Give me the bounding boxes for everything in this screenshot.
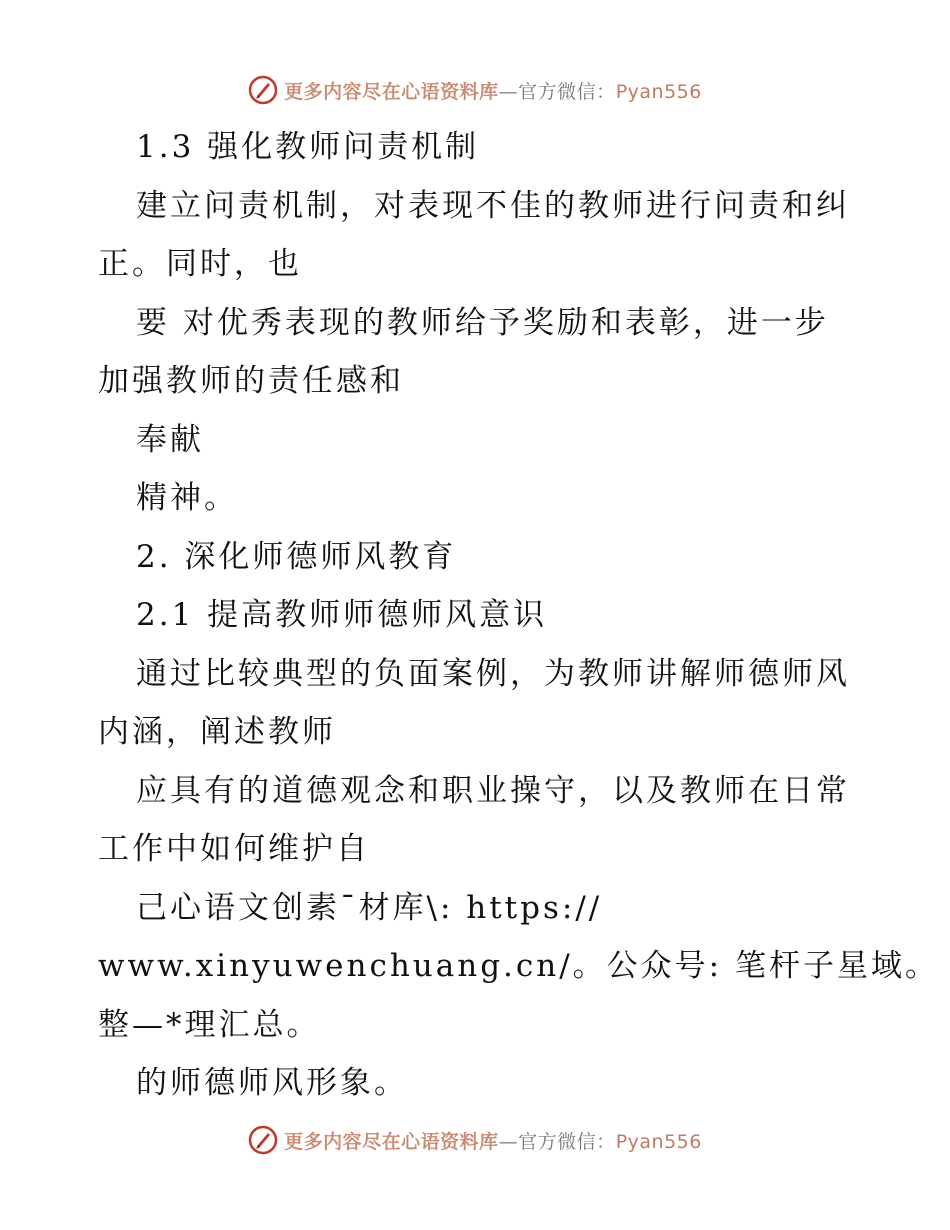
watermark-main-text: 更多内容尽在心语资料库 bbox=[284, 1130, 499, 1153]
paragraph-line: 奉献 bbox=[136, 421, 204, 458]
watermark-text bbox=[284, 1127, 702, 1154]
quill-pen-logo-icon bbox=[248, 1125, 278, 1155]
section-heading-1-3: 1.3 强化教师问责机制 bbox=[136, 129, 480, 165]
paragraph-line: 精神。 bbox=[136, 480, 238, 516]
header-watermark-banner bbox=[0, 70, 950, 110]
watermark-separator: — bbox=[498, 80, 519, 103]
paragraph-line: 的师德师风形象。 bbox=[136, 1065, 408, 1101]
watermark-text bbox=[284, 77, 702, 104]
watermark-wechat-id: Pyan556 bbox=[615, 1130, 702, 1153]
watermark-main-text: 更多内容尽在心语资料库 bbox=[284, 80, 499, 103]
watermark-wechat-label: 官方微信： bbox=[518, 80, 616, 103]
document-body bbox=[98, 118, 939, 1113]
watermark-separator: — bbox=[498, 1130, 519, 1153]
paragraph-line: 通过比较典型的负面案例，为教师讲解师德师风 bbox=[136, 655, 850, 692]
watermark-wechat-id: Pyan556 bbox=[615, 80, 702, 103]
paragraph-line: 己心语文创素¯材库\: https:// bbox=[136, 889, 603, 926]
section-heading-2-1: 2.1 提高教师师德师风意识 bbox=[136, 597, 548, 633]
paragraph-line: 内涵，阐述教师 bbox=[98, 714, 336, 750]
paragraph-line: 工作中如何维护自 bbox=[98, 831, 370, 867]
section-heading-2: 2. 深化师德师风教育 bbox=[136, 538, 457, 575]
paragraph-line: 应具有的道德观念和职业操守，以及教师在日常 bbox=[136, 772, 850, 809]
footer-watermark-banner bbox=[0, 1120, 950, 1160]
paragraph-line: 正。同时，也 bbox=[98, 246, 302, 282]
quill-pen-logo-icon bbox=[248, 75, 278, 105]
paragraph-line: 建立问责机制，对表现不佳的教师进行问责和纠 bbox=[136, 187, 850, 224]
watermark-wechat-label: 官方微信： bbox=[518, 1130, 616, 1153]
paragraph-line: www.xinyuwenchuang.cn/。公众号: 笔杆子星域。 bbox=[98, 948, 939, 984]
paragraph-line: 要 对优秀表现的教师给予奖励和表彰，进一步 bbox=[136, 304, 829, 341]
paragraph-line: 整—*理汇总。 bbox=[98, 1006, 321, 1043]
paragraph-line: 加强教师的责任感和 bbox=[98, 363, 404, 399]
